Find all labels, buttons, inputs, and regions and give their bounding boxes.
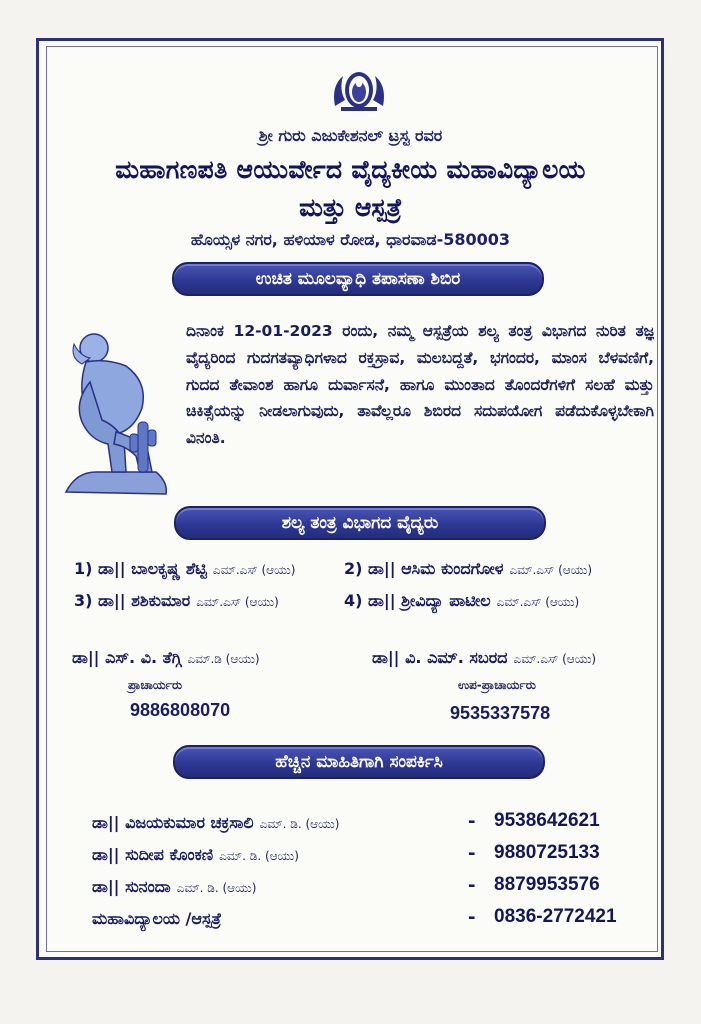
contact-dash: -: [468, 907, 476, 928]
contact-row-3: [92, 877, 256, 897]
trust-name: ಶ್ರೀ ಗುರು ಎಜುಕೇಶನಲ್ ಟ್ರಸ್ಟ ರವರ: [258, 126, 443, 145]
contact-row-1: [92, 813, 339, 833]
doctor-name: 3) ಡಾ|| ಶಶಿಕುಮಾರ: [74, 591, 191, 610]
contact-dash: -: [468, 843, 476, 864]
contact-name: ಡಾ|| ಸುನಂದಾ: [92, 877, 171, 896]
principal-name-text: ಡಾ|| ಎಸ್. ವಿ. ತೆಗ್ಗಿ: [72, 648, 182, 667]
doctor-name: 4) ಡಾ|| ಶ್ರೀವಿದ್ಯಾ ಪಾಟೀಲ: [344, 591, 491, 610]
doctor-3: [74, 591, 279, 611]
contact-degree: ಎಮ್. ಡಿ. (ಆಯು): [176, 881, 257, 895]
principal-degree: ಎಮ್.ಡಿ (ಆಯು): [187, 652, 260, 666]
vice-principal-role: ಉಪ-ಪ್ರಾಚಾರ್ಯರು: [458, 678, 536, 692]
contact-banner: ಹೆಚ್ಚಿನ ಮಾಹಿತಿಗಾಗಿ ಸಂಪರ್ಕಿಸಿ: [173, 745, 545, 779]
contact-name: ಡಾ|| ವಿಜಯಕುಮಾರ ಚಕ್ರಸಾಲಿ: [92, 813, 254, 832]
contact-row-4: [92, 909, 227, 929]
doctor-name: 2) ಡಾ|| ಆಸಿಮ ಕುಂದಗೋಳ: [344, 559, 504, 578]
principal-role: ಪ್ರಾಚಾರ್ಯರು: [128, 678, 183, 692]
contact-dash: -: [468, 875, 476, 896]
camp-banner: ಉಚಿತ ಮೂಲವ್ಯಾಧಿ ತಪಾಸಣಾ ಶಿಬಿರ: [172, 262, 544, 296]
contact-phone: 0836-2772421: [494, 906, 617, 927]
vice-principal-phone: 9535337578: [450, 703, 551, 723]
doctor-4: [344, 591, 579, 611]
doctor-degree: ಎಮ್.ಎಸ್ (ಆಯು): [196, 595, 279, 609]
camp-description: ದಿನಾಂಕ 12-01-2023 ರಂದು, ನಮ್ಮ ಆಸ್ಪತ್ರೆಯ ಶಲ್ಯ ತಂತ್ರ ವಿಭಾಗದ ನುರಿತ ತಜ್ಞ ವೈದ್ಯರಿಂದ ಗುದಗತವ್ಯಾಧಿಗಳಾದ ರಕ್ತಸ್ರಾವ, ಮಲಬದ್ದತೆ, ಭಗಂದರ, ಮಾಂಸ ಬೆಳವಣಿಗೆ, ಗುದದ ತೇವಾಂಶ ಹಾಗೂ ದುರ್ವಾಸನೆ, ಹಾಗೂ ಮುಂತಾದ ತೊಂದರೆಗಳಿಗೆ ಸಲಹೆ ಮತ್ತು ಚಿಕಿತ್ಸೆಯನ್ನು ನೀಡಲಾಗುವುದು, ತಾವೆಲ್ಲರೂ ಶಿಬಿರದ ಸದುಪಯೋಗ ಪಡೆದುಕೊಳ್ಳಬೇಕಾಗಿ ವಿನಂತಿ.: [186, 322, 654, 448]
doctor-degree: ಎಮ್.ಎಸ್ (ಆಯು): [212, 563, 296, 577]
thinker-statue-icon: [56, 322, 174, 500]
contact-name: ಡಾ|| ಸುದೀಪ ಕೊಂಕಣಿ: [92, 845, 214, 864]
college-address: ಹೊಯ್ಸಳ ನಗರ, ಹಳಿಯಾಳ ರೋಡ, ಧಾರವಾಡ-580003: [190, 230, 511, 249]
doctor-degree: ಎಮ್.ಎಸ್ (ಆಯು): [509, 563, 593, 577]
contact-degree: ಎಮ್. ಡಿ. (ಆಯು): [259, 817, 340, 831]
principal-phone: 9886808070: [130, 700, 231, 720]
contact-phone: 9880725133: [494, 842, 600, 863]
doctor-1: [74, 559, 295, 579]
contact-degree: ಎಮ್. ಡಿ. (ಆಯು): [219, 849, 299, 863]
doctor-2: [344, 559, 592, 579]
college-name: ಮಹಾಗಣಪತಿ ಆಯುರ್ವೇದ ವೈದ್ಯಕೀಯ ಮಹಾವಿದ್ಯಾಲಯ: [115, 155, 586, 184]
contact-dash: -: [468, 811, 476, 832]
college-logo-icon: [329, 66, 389, 114]
vice-principal-name: [372, 648, 596, 668]
department-banner: ಶಲ್ಯ ತಂತ್ರ ವಿಭಾಗದ ವೈದ್ಯರು: [174, 506, 546, 540]
contact-row-2: [92, 845, 299, 865]
vice-principal-degree: ಎಮ್.ಎಸ್ (ಆಯು): [513, 652, 597, 666]
contact-phone: 9538642621: [494, 810, 600, 831]
doctor-degree: ಎಮ್.ಎಸ್ (ಆಯು): [496, 595, 580, 609]
contact-phone: 8879953576: [494, 874, 600, 895]
vice-principal-name-text: ಡಾ|| ವಿ. ಎಮ್. ಸಬರದ: [372, 648, 508, 667]
college-name-line2: ಮತ್ತು ಆಸ್ಪತ್ರೆ: [299, 193, 402, 222]
doctor-name: 1) ಡಾ|| ಬಾಲಕೃಷ್ಣ ಶೆಟ್ಟಿ: [74, 559, 207, 578]
contact-name: ಮಹಾವಿದ್ಯಾಲಯ /ಆಸ್ಪತ್ರೆ: [92, 909, 222, 928]
principal-name: [72, 648, 260, 668]
